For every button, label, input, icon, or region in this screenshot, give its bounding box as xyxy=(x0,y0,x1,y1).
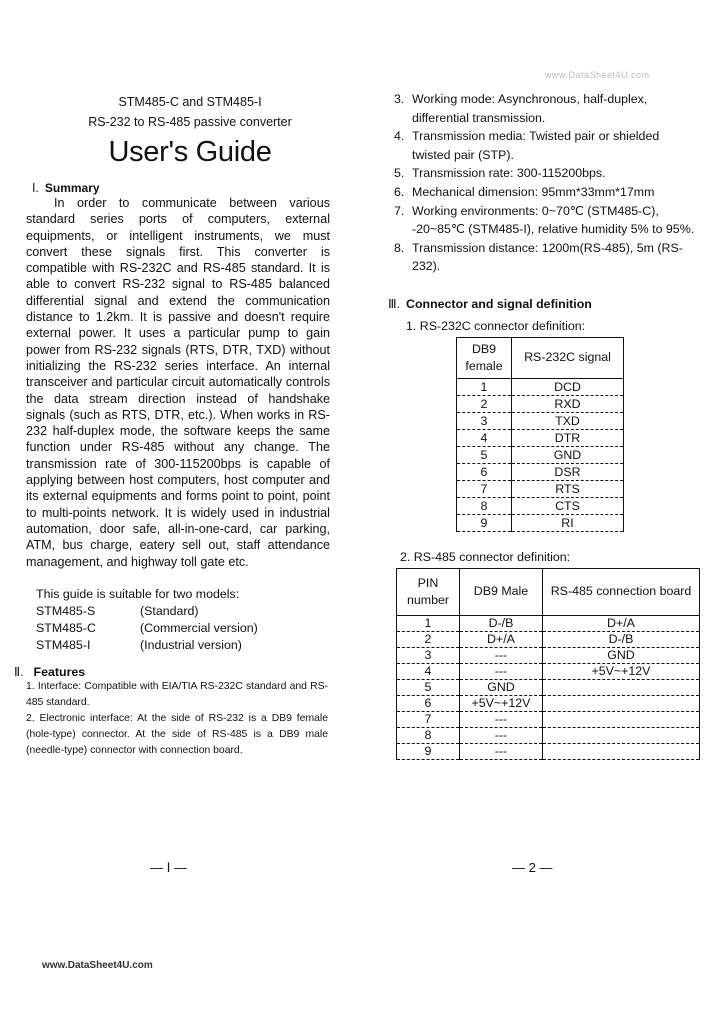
table-header-cell: RS-232C signal xyxy=(512,337,624,378)
table-cell: RXD xyxy=(512,395,624,412)
list-item xyxy=(394,239,700,276)
summary-label: Summary xyxy=(44,181,100,195)
table-row xyxy=(397,695,700,711)
table-cell xyxy=(543,743,700,759)
right-column xyxy=(388,90,700,760)
model-row xyxy=(36,637,332,654)
subtitle-line1: STM485-C and STM485-I xyxy=(118,95,262,109)
list-text: Working mode: Asynchronous, half-duplex, differential transmission. xyxy=(412,92,648,125)
features-number: Ⅱ. xyxy=(14,664,24,679)
table-cell: --- xyxy=(460,663,543,679)
table-row xyxy=(397,615,700,631)
page-number-left: — Ⅰ — xyxy=(150,860,188,875)
table-row xyxy=(457,412,624,429)
table-header-row xyxy=(397,568,700,615)
table-row xyxy=(457,446,624,463)
rs232-table-body xyxy=(457,378,624,531)
table-cell: D-/B xyxy=(543,631,700,647)
table-row xyxy=(457,429,624,446)
model-desc: (Commercial version) xyxy=(140,620,258,635)
table-row xyxy=(397,647,700,663)
subtitle-line2: RS-232 to RS-485 passive converter xyxy=(88,115,292,129)
table-header-cell: RS-485 connection board xyxy=(543,568,700,615)
table-cell: 1 xyxy=(397,615,460,631)
table-header-cell: DB9 Male xyxy=(460,568,543,615)
models-intro: This guide is suitable for two models: xyxy=(36,586,240,601)
table-cell: 1 xyxy=(457,378,512,395)
model-name: STM485-S xyxy=(36,603,96,618)
model-desc: (Standard) xyxy=(140,603,199,618)
table2-title: 2. RS-485 connector definition: xyxy=(400,549,571,564)
table-row xyxy=(457,463,624,480)
table-cell: DTR xyxy=(512,429,624,446)
table-cell: 6 xyxy=(457,463,512,480)
table-row xyxy=(457,378,624,395)
table-cell: 3 xyxy=(397,647,460,663)
table-cell xyxy=(543,727,700,743)
list-text: Working environments: 0~70℃ (STM485-C), -20~85℃ (STM485-I), relative humidity 5% to 95%. xyxy=(412,203,695,237)
table-cell: RTS xyxy=(512,480,624,497)
table-cell: 8 xyxy=(457,497,512,514)
summary-number: Ⅰ. xyxy=(32,181,39,195)
table-cell xyxy=(543,711,700,727)
list-number: 4. xyxy=(394,129,405,144)
table-cell: +5V~+12V xyxy=(543,663,700,679)
table-cell: RI xyxy=(512,514,624,531)
table-cell: DSR xyxy=(512,463,624,480)
table-cell: D-/B xyxy=(460,615,543,631)
table-cell: 4 xyxy=(457,429,512,446)
table-cell: --- xyxy=(460,647,543,663)
list-text: Transmission distance: 1200m(RS-485), 5m (RS-232). xyxy=(412,240,683,274)
list-item xyxy=(394,164,700,183)
feature-2: 2. Electronic interface: At the side of RS-232 is a DB9 female (hole-type) connector. At the side of RS-485 is a DB9 male (needle-type) connector with connection board. xyxy=(26,712,328,756)
table-cell: DCD xyxy=(512,378,624,395)
list-text: Transmission rate: 300-115200bps. xyxy=(412,166,606,181)
connector-heading xyxy=(388,296,700,311)
list-text: Transmission media: Twisted pair or shielded twisted pair (STP). xyxy=(412,129,660,162)
rs485-table xyxy=(396,568,700,760)
model-desc: (Industrial version) xyxy=(140,637,242,652)
connector-number: Ⅲ. xyxy=(388,296,400,311)
table-cell: 3 xyxy=(457,412,512,429)
table-cell: 7 xyxy=(397,711,460,727)
table-cell: 4 xyxy=(397,663,460,679)
model-name: STM485-I xyxy=(36,637,91,652)
features-heading xyxy=(14,664,332,679)
model-row xyxy=(36,603,332,620)
table-cell: 6 xyxy=(397,695,460,711)
table-header-cell: DB9 female xyxy=(457,337,512,378)
list-number: 8. xyxy=(394,240,405,255)
list-number: 6. xyxy=(394,184,405,199)
table-row xyxy=(397,727,700,743)
table-cell: D+/A xyxy=(460,631,543,647)
feature-1: 1. Interface: Compatible with EIA/TIA RS-232C standard and RS-485 standard. xyxy=(26,680,328,708)
list-item xyxy=(394,183,700,202)
rs232-table xyxy=(456,337,624,532)
table-row xyxy=(457,480,624,497)
features-label: Features xyxy=(33,664,86,679)
table-cell: TXD xyxy=(512,412,624,429)
table-cell: GND xyxy=(460,679,543,695)
table1-title: 1. RS-232C connector definition: xyxy=(406,318,586,333)
models-block xyxy=(26,586,332,654)
table-cell: --- xyxy=(460,711,543,727)
rs485-table-body xyxy=(397,615,700,759)
list-number: 3. xyxy=(394,92,405,106)
model-name: STM485-C xyxy=(36,620,96,635)
page-title: User's Guide xyxy=(108,136,272,168)
watermark-top: www.DataSheet4U.com xyxy=(545,70,650,80)
table-row xyxy=(457,497,624,514)
table-row xyxy=(457,395,624,412)
table-cell: 5 xyxy=(457,446,512,463)
model-row xyxy=(36,620,332,637)
table-cell: --- xyxy=(460,743,543,759)
summary-heading xyxy=(32,181,332,195)
list-text: Mechanical dimension: 95mm*33mm*17mm xyxy=(412,184,655,199)
connector-label: Connector and signal definition xyxy=(406,296,592,311)
table-cell xyxy=(543,695,700,711)
table-cell: GND xyxy=(512,446,624,463)
list-item xyxy=(394,127,700,164)
table-cell: 2 xyxy=(397,631,460,647)
table-cell: 9 xyxy=(457,514,512,531)
table-cell: GND xyxy=(543,647,700,663)
list-number: 7. xyxy=(394,203,405,218)
table-row xyxy=(457,514,624,531)
table-row xyxy=(397,631,700,647)
table-cell: 7 xyxy=(457,480,512,497)
watermark-bottom: www.DataSheet4U.com xyxy=(42,960,153,971)
table-cell: --- xyxy=(460,727,543,743)
summary-text: In order to communicate between various standard series ports of computers, external equipments, or intelligent instruments, we must convert these signals first. This converter is compatible with RS-232C and RS-485 standard. It is able to convert RS-232 signal to RS-485 balanced differential signal and extend the communication distance to 1.2km. It is passive and doesn't require external power. It uses a particular pump to gain power from RS-232 signals (RTS, DTR, TXD) without initializing the RS-232 series interface. An internal transceiver and particular circuit automatically controls the data stream direction instead of handshake signals (such as RTS, DTR, etc.). When works in RS-232 half-duplex mode, the software keeps the same function under RS-485 without any change. The transmission rate of 300-115200bps is capable of applying between host computers, host computer and its external equipments and forms point to point, point to multi-points network. It is widely used in industrial automation, door safe, all-in-one-card, car parking, ATM, bus charge, eatery sell out, staff attendance management, and highway toll gate etc. xyxy=(26,196,330,569)
table-cell: 5 xyxy=(397,679,460,695)
list-item xyxy=(394,202,700,239)
table-cell: +5V~+12V xyxy=(460,695,543,711)
table-cell: 8 xyxy=(397,727,460,743)
list-number: 5. xyxy=(394,166,405,181)
table-row xyxy=(397,679,700,695)
table-cell xyxy=(543,679,700,695)
table-row xyxy=(397,743,700,759)
page-number-right: — 2 — xyxy=(512,860,553,875)
table-cell: 9 xyxy=(397,743,460,759)
table-cell: D+/A xyxy=(543,615,700,631)
spec-list xyxy=(394,90,700,276)
left-column xyxy=(14,92,332,759)
list-item xyxy=(394,90,700,127)
table-cell: CTS xyxy=(512,497,624,514)
table-row xyxy=(397,663,700,679)
table-cell: 2 xyxy=(457,395,512,412)
table-header-cell: PIN number xyxy=(397,568,460,615)
table-header-row xyxy=(457,337,624,378)
table-row xyxy=(397,711,700,727)
